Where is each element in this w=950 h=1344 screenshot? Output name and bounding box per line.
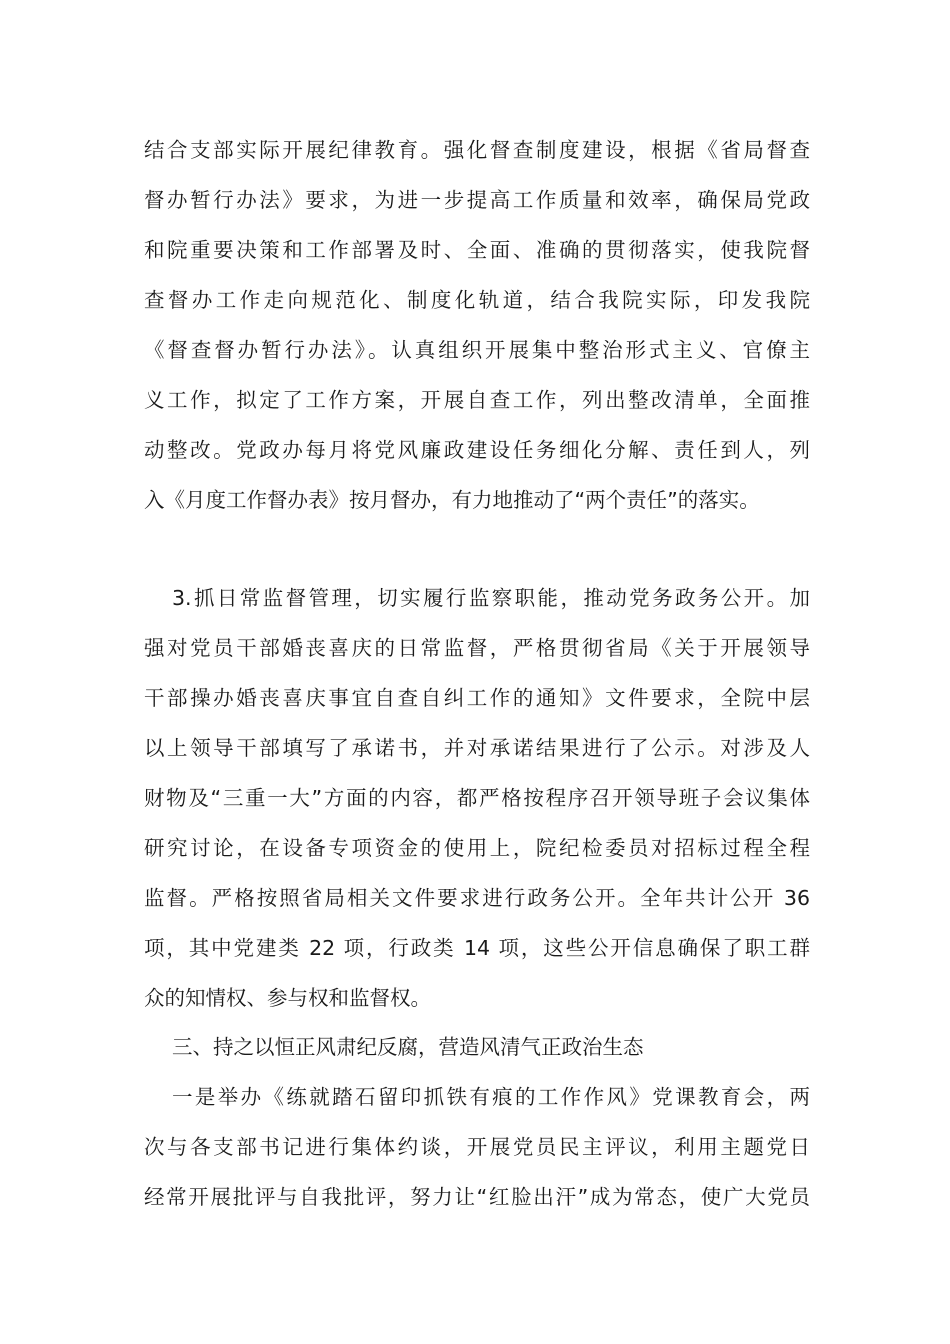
text-line: 项，其中党建类 22 项，行政类 14 项，这些公开信息确保了职工群 (144, 936, 810, 960)
text-line: 干部操办婚丧喜庆事宜自查自纠工作的通知》文件要求，全院中层 (144, 686, 810, 710)
text-line: 3.抓日常监督管理，切实履行监察职能，推动党务政务公开。加 (172, 586, 810, 610)
section-heading: 三、持之以恒正风肃纪反腐，营造风清气正政治生态 (172, 1035, 644, 1059)
text-line: 众的知情权、参与权和监督权。 (144, 986, 431, 1010)
text-line: 入《月度工作督办表》按月督办，有力地推动了“两个责任”的落实。 (144, 488, 760, 512)
text-line: 督办暂行办法》要求，为进一步提高工作质量和效率，确保局党政 (144, 188, 810, 212)
text-line: 监督。严格按照省局相关文件要求进行政务公开。全年共计公开 36 (144, 886, 810, 910)
text-line: 次与各支部书记进行集体约谈，开展党员民主评议，利用主题党日 (144, 1135, 810, 1159)
section-three (144, 1022, 810, 1222)
text-line: 《督查督办暂行办法》。认真组织开展集中整治形式主义、官僚主 (144, 338, 810, 362)
text-line: 结合支部实际开展纪律教育。强化督查制度建设，根据《省局督查 (144, 138, 810, 162)
text-line: 强对党员干部婚丧喜庆的日常监督，严格贯彻省局《关于开展领导 (144, 636, 810, 660)
text-line: 经常开展批评与自我批评，努力让“红脸出汗”成为常态，使广大党员 (144, 1185, 810, 1209)
text-line: 动整改。党政办每月将党风廉政建设任务细化分解、责任到人，列 (144, 438, 810, 462)
text-line: 以上领导干部填写了承诺书，并对承诺结果进行了公示。对涉及人 (144, 736, 810, 760)
paragraph-daily-supervision (144, 573, 810, 1023)
text-line: 一是举办《练就踏石留印抓铁有痕的工作作风》党课教育会，两 (172, 1085, 810, 1109)
text-line: 和院重要决策和工作部署及时、全面、准确的贯彻落实，使我院督 (144, 238, 810, 262)
text-line: 财物及“三重一大”方面的内容，都严格按程序召开领导班子会议集体 (144, 786, 810, 810)
text-line: 研究讨论，在设备专项资金的使用上，院纪检委员对招标过程全程 (144, 836, 810, 860)
text-line: 查督办工作走向规范化、制度化轨道，结合我院实际，印发我院 (144, 288, 810, 312)
text-line: 义工作，拟定了工作方案，开展自查工作，列出整改清单，全面推 (144, 388, 810, 412)
paragraph-discipline-education (144, 125, 810, 525)
